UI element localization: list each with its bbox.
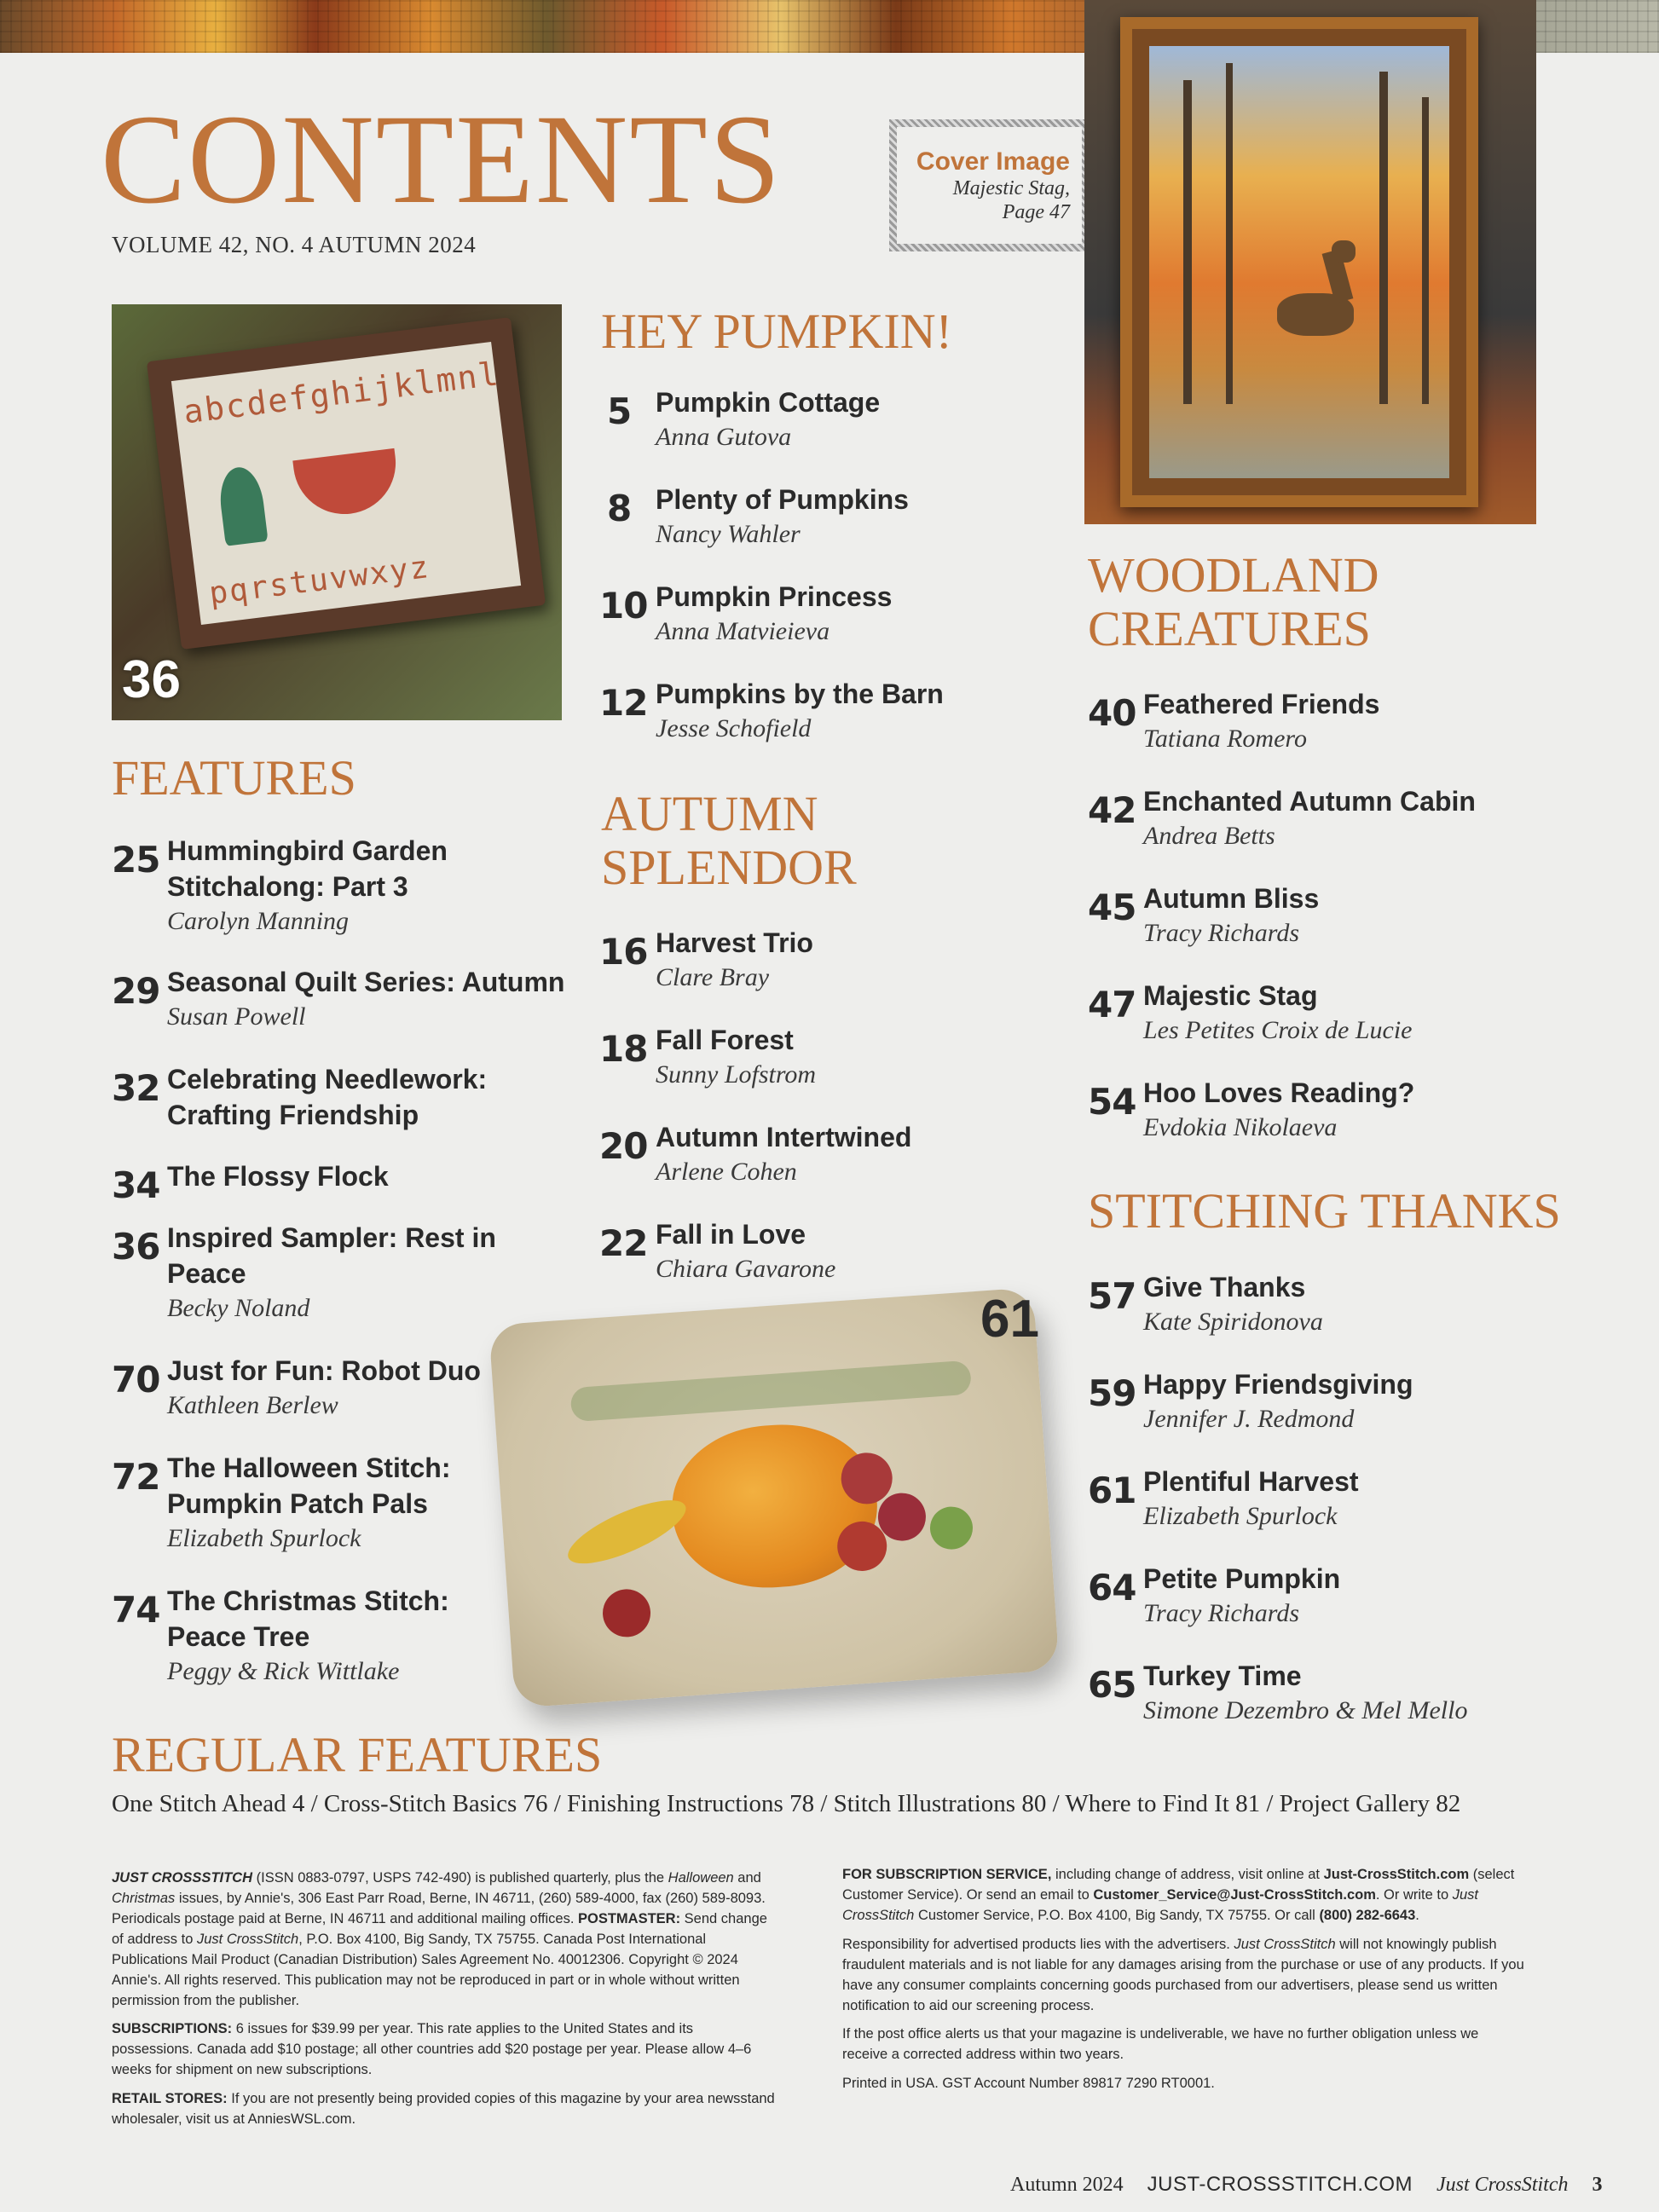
entry-title: Autumn Intertwined — [656, 1122, 912, 1152]
entry-author: Evdokia Nikolaeva — [1143, 1113, 1338, 1141]
page-number: 45 — [1088, 887, 1136, 928]
page-number: 32 — [112, 1067, 160, 1109]
page-number: 18 — [599, 1028, 648, 1070]
page-number: 10 — [599, 585, 648, 627]
majestic-stag-photo — [1084, 0, 1536, 524]
entry-author: Tracy Richards — [1143, 1599, 1300, 1627]
page-number: 40 — [1088, 692, 1136, 734]
page-number: 42 — [1088, 789, 1136, 831]
entry-author: Sunny Lofstrom — [656, 1060, 817, 1089]
entry-title: Hoo Loves Reading? — [1143, 1077, 1415, 1108]
section-heading-autumn-splendor — [601, 788, 857, 894]
entry-title-line1: Inspired Sampler: Rest in — [167, 1222, 496, 1253]
entry-title: Majestic Stag — [1143, 980, 1318, 1011]
subscriptions-notice: SUBSCRIPTIONS: 6 issues for $39.99 per year. This rate applies to the United States and its possessions. Canada add $10 postage; all other countries add $20 postage per year. Please allow 4–6 weeks for shipment on new subscriptions. — [112, 2021, 752, 2078]
apple-stitch — [601, 1588, 652, 1639]
page-number: 12 — [599, 682, 648, 724]
entry-author: Tracy Richards — [1143, 919, 1300, 947]
page-number: 22 — [599, 1222, 648, 1264]
page-number: 5 — [607, 390, 632, 432]
entry-title: Fall Forest — [656, 1025, 794, 1055]
entry-title: Harvest Trio — [656, 927, 813, 958]
entry-title: Petite Pumpkin — [1143, 1563, 1341, 1594]
footer-issue: Autumn 2024 — [1010, 2174, 1124, 2196]
cover-image-title: Cover Image — [916, 147, 1070, 176]
entry-author: Susan Powell — [167, 1002, 306, 1031]
sampler-alphabet-top: abcdefghijklmnl — [181, 355, 502, 431]
entry-author: Les Petites Croix de Lucie — [1143, 1016, 1413, 1044]
entry-title: The Flossy Flock — [167, 1161, 389, 1192]
heading-line: AUTUMN — [601, 786, 818, 841]
stag-head — [1332, 240, 1356, 263]
tree-trunk — [1379, 72, 1388, 404]
entry-title-line2: Crafting Friendship — [167, 1100, 419, 1130]
page-number: 59 — [1088, 1372, 1136, 1414]
corn-stitch — [561, 1488, 694, 1576]
sampler-frame — [147, 317, 546, 650]
entry-author: Tatiana Romero — [1143, 725, 1307, 753]
page-number: 70 — [112, 1359, 160, 1401]
entry-author: Jennifer J. Redmond — [1143, 1405, 1355, 1433]
page-number: 54 — [1088, 1081, 1136, 1123]
entry-author: Elizabeth Spurlock — [1143, 1502, 1338, 1530]
entry-title: Fall in Love — [656, 1219, 806, 1250]
entry-title: Turkey Time — [1143, 1660, 1302, 1691]
entry-title: Feathered Friends — [1143, 689, 1380, 719]
entry-author: Clare Bray — [656, 963, 770, 991]
entry-title: Seasonal Quilt Series: Autumn — [167, 967, 565, 997]
pillow-page-number: 61 — [980, 1290, 1039, 1349]
phone-number: (800) 282-6643 — [1319, 1907, 1416, 1923]
entry-author: Nancy Wahler — [656, 520, 801, 548]
section-heading-regular-features: REGULAR FEATURES — [112, 1727, 603, 1782]
entry-title-line2: Peace Tree — [167, 1621, 310, 1652]
cover-image-line1: Majestic Stag, — [952, 177, 1070, 199]
sampler-alphabet-bottom: pqrstuvwxyz — [207, 549, 432, 612]
entry-title-line1: Hummingbird Garden — [167, 835, 448, 866]
entry-title: Give Thanks — [1143, 1272, 1306, 1302]
entry-author: Becky Noland — [167, 1294, 310, 1322]
page-number: 72 — [112, 1456, 160, 1498]
entry-author: Elizabeth Spurlock — [167, 1524, 361, 1552]
stag-frame — [1120, 17, 1478, 507]
entry-title: Just for Fun: Robot Duo — [167, 1355, 481, 1386]
advertiser-notice: Responsibility for advertised products lies with the advertisers. Just CrossStitch will not knowingly publish fraudulent materials and is not liable for any damages arising from the purchase or use of any products. If you have any consumer complaints concerning goods purchased from our advertisers, please send us written notification to aid our screening process. — [842, 1936, 1524, 2013]
email-link[interactable]: Customer_Service@Just-CrossStitch.com — [1093, 1886, 1376, 1903]
entry-author: Arlene Cohen — [656, 1158, 797, 1186]
page-number: 8 — [607, 488, 632, 529]
footer-magazine: Just CrossStitch — [1436, 2174, 1569, 2196]
entry-author: Jesse Schofield — [656, 714, 812, 742]
publication-info — [112, 1868, 777, 2139]
page-number: 61 — [1088, 1470, 1136, 1511]
entry-title-line2: Stitchalong: Part 3 — [167, 871, 408, 902]
entry-title-line1: The Halloween Stitch: — [167, 1453, 451, 1483]
entry-author: Carolyn Manning — [167, 907, 350, 935]
printed-notice: Printed in USA. GST Account Number 89817 7290 RT0001. — [842, 2076, 1215, 2092]
heading-line: CREATURES — [1088, 600, 1371, 656]
pillow-foliage — [569, 1360, 972, 1423]
entry-author: Chiara Gavarone — [656, 1255, 836, 1283]
website-link[interactable]: Just-CrossStitch.com — [1323, 1867, 1470, 1882]
entry-author: Anna Gutova — [656, 423, 792, 451]
entry-author: Simone Dezembro & Mel Mello — [1143, 1696, 1468, 1724]
publication-notice: JUST CROSSSTITCH (ISSN 0883-0797, USPS 742-490) is published quarterly, plus the Halloween and Christmas issues, by Annie's, 306 East Parr Road, Berne, IN 46711, (260) 589-4000, fax (260) 589-8093. Periodicals postage paid at Berne, IN 46711 and additional mailing offices. POSTMASTER: Send change of address to Just CrossStitch, P.O. Box 4100, Big Sandy, TX 75755. Canada Post International Publications Mail Product (Canadian Distribution) Sales Agreement No. 40012306. Copyright © 2024 Annie's. All rights reserved. This publication may not be reproduced in part or in whole without written permission from the publisher. — [112, 1870, 767, 2008]
entry-title-line2: Pumpkin Patch Pals — [167, 1488, 428, 1519]
tree-trunk — [1183, 80, 1192, 404]
entry-author: Anna Matvieieva — [656, 617, 830, 645]
sampler-bowl — [292, 448, 402, 520]
entry-title-line1: Celebrating Needlework: — [167, 1064, 488, 1094]
entry-title: Plentiful Harvest — [1143, 1466, 1359, 1497]
entry-title: Plenty of Pumpkins — [656, 484, 909, 515]
tree-trunk — [1422, 97, 1429, 404]
section-heading-features: FEATURES — [112, 750, 356, 806]
entry-title-line2: Peace — [167, 1258, 246, 1289]
page-number: 57 — [1088, 1275, 1136, 1317]
subscription-service-notice: FOR SUBSCRIPTION SERVICE, including change of address, visit online at Just-CrossStitch.com (select Customer Service). Or send an email to Customer_Service@Just-CrossStitch.com. Or write to Just CrossStitch Customer Service, P.O. Box 4100, Big Sandy, TX 75755. Or call (800) 282-6643. — [842, 1867, 1515, 1923]
entry-title: Pumpkin Cottage — [656, 387, 881, 418]
section-heading-hey-pumpkin: HEY PUMPKIN! — [601, 303, 952, 359]
sampler-tree — [217, 465, 269, 546]
page-number: 34 — [112, 1164, 160, 1206]
heading-line: WOODLAND — [1088, 547, 1379, 603]
volume-line: VOLUME 42, NO. 4 AUTUMN 2024 — [112, 232, 477, 257]
tree-trunk — [1226, 63, 1233, 404]
page-number: 20 — [599, 1125, 648, 1167]
subscription-service-info — [842, 1865, 1524, 2103]
page-number: 16 — [599, 931, 648, 973]
sampler-cloth — [171, 342, 521, 625]
pillow-body — [488, 1287, 1060, 1708]
page-number: 64 — [1088, 1567, 1136, 1608]
page-number: 25 — [112, 839, 160, 881]
entry-author: Andrea Betts — [1143, 822, 1275, 850]
heading-line: SPLENDOR — [601, 839, 857, 895]
regular-features-list: One Stitch Ahead 4 / Cross-Stitch Basics 76 / Finishing Instructions 78 / Stitch Illustrations 80 / Where to Find It 81 / Project Gallery 82 — [112, 1790, 1461, 1817]
section-heading-woodland-creatures — [1088, 549, 1379, 656]
entry-author: Peggy & Rick Wittlake — [167, 1657, 400, 1685]
page-footer — [1010, 2173, 1602, 2197]
entry-author: Kate Spiridonova — [1143, 1308, 1323, 1336]
entry-title: Happy Friendsgiving — [1143, 1369, 1413, 1400]
stag-canvas — [1149, 46, 1449, 478]
entry-title: Autumn Bliss — [1143, 883, 1320, 914]
page-number: 47 — [1088, 984, 1136, 1025]
page-number: 36 — [112, 1226, 160, 1268]
apple-stitch — [928, 1505, 974, 1551]
section-heading-stitching-thanks: STITCHING THANKS — [1088, 1183, 1561, 1239]
footer-url[interactable]: JUST-CROSSSTITCH.COM — [1147, 2173, 1413, 2196]
entry-title: Pumpkin Princess — [656, 581, 893, 612]
sampler-page-number: 36 — [122, 650, 181, 709]
entry-title-line1: The Christmas Stitch: — [167, 1585, 449, 1616]
post-office-notice: If the post office alerts us that your magazine is undeliverable, we have no further obligation unless we receive a corrected address within two years. — [842, 2026, 1479, 2063]
page-number: 65 — [1088, 1664, 1136, 1706]
entry-author: Kathleen Berlew — [167, 1391, 338, 1419]
cover-image-callout — [889, 119, 1090, 251]
page-number: 29 — [112, 970, 160, 1012]
footer-page-number: 3 — [1592, 2174, 1603, 2196]
entry-title: Enchanted Autumn Cabin — [1143, 786, 1476, 817]
page-title: CONTENTS — [101, 89, 783, 230]
retail-stores-notice: RETAIL STORES: If you are not presently being provided copies of this magazine by your area newsstand wholesaler, visit us at AnniesWSL.com. — [112, 2091, 775, 2128]
entry-title: Pumpkins by the Barn — [656, 679, 944, 709]
cover-image-line2: Page 47 — [1002, 201, 1070, 224]
pillow-photo — [493, 1289, 1057, 1708]
page-number: 74 — [112, 1589, 160, 1631]
